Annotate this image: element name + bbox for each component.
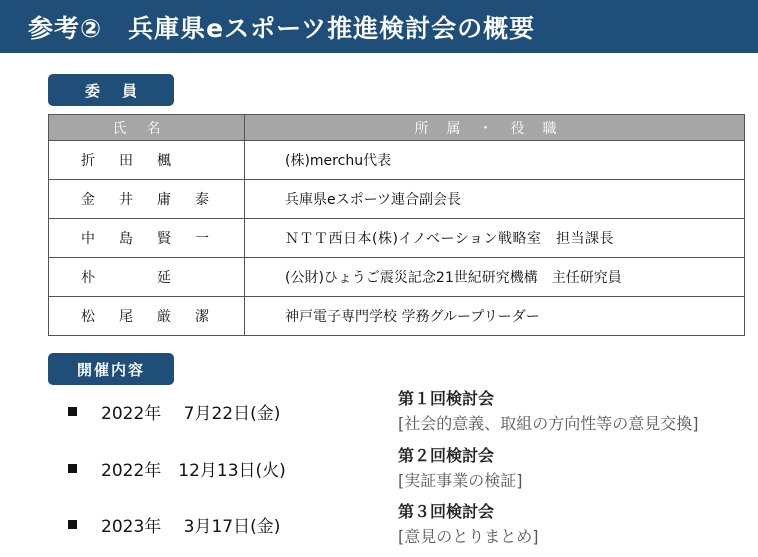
member-name: 松尾厳潔 <box>49 297 245 336</box>
square-bullet-icon <box>68 407 77 416</box>
meeting-date: 2023年 3月17日(金) <box>101 517 281 537</box>
member-affiliation: (株)merchu代表 <box>245 141 745 180</box>
meeting-info-3 <box>398 499 539 547</box>
schedule-item-2 <box>68 456 286 481</box>
schedule-section-tag: 開催内容 <box>48 353 174 385</box>
members-section-tag: 委員 <box>48 74 174 106</box>
member-name: 折田楓 <box>49 141 245 180</box>
table-row <box>49 141 745 180</box>
member-affiliation: 神戸電子専門学校 学務グループリーダー <box>245 297 745 336</box>
member-affiliation: 兵庫県eスポーツ連合副会長 <box>245 180 745 219</box>
table-row <box>49 219 745 258</box>
meeting-title: 第１回検討会 <box>398 389 495 408</box>
page-title: 参考② 兵庫県eスポーツ推進検討会の概要 <box>0 0 758 53</box>
header-affiliation: 所属・役職 <box>245 115 745 141</box>
meeting-date: 2022年 7月22日(金) <box>101 404 281 424</box>
table-row <box>49 258 745 297</box>
meeting-date: 2022年 12月13日(火) <box>101 461 286 481</box>
meeting-description: [社会的意義、取組の方向性等の意見交換] <box>398 414 699 433</box>
table-row <box>49 297 745 336</box>
members-table <box>48 114 745 336</box>
member-name: 中島賢一 <box>49 219 245 258</box>
meeting-info-1 <box>398 386 699 434</box>
member-affiliation: (公財)ひょうご震災記念21世紀研究機構 主任研究員 <box>245 258 745 297</box>
member-affiliation: ＮＴＴ西日本(株)イノベーション戦略室 担当課長 <box>245 219 745 258</box>
square-bullet-icon <box>68 520 77 529</box>
schedule-item-1 <box>68 399 280 424</box>
meeting-info-2 <box>398 443 523 491</box>
meeting-title: 第３回検討会 <box>398 502 495 521</box>
square-bullet-icon <box>68 464 77 473</box>
table-row <box>49 180 745 219</box>
meeting-title: 第２回検討会 <box>398 446 495 465</box>
meeting-description: [実証事業の検証] <box>398 471 523 490</box>
meeting-description: [意見のとりまとめ] <box>398 527 539 546</box>
schedule-item-3 <box>68 512 280 537</box>
header-name: 氏名 <box>49 115 245 141</box>
member-name: 金井庸泰 <box>49 180 245 219</box>
member-name: 朴 延 <box>49 258 245 297</box>
members-table-header <box>49 115 745 141</box>
